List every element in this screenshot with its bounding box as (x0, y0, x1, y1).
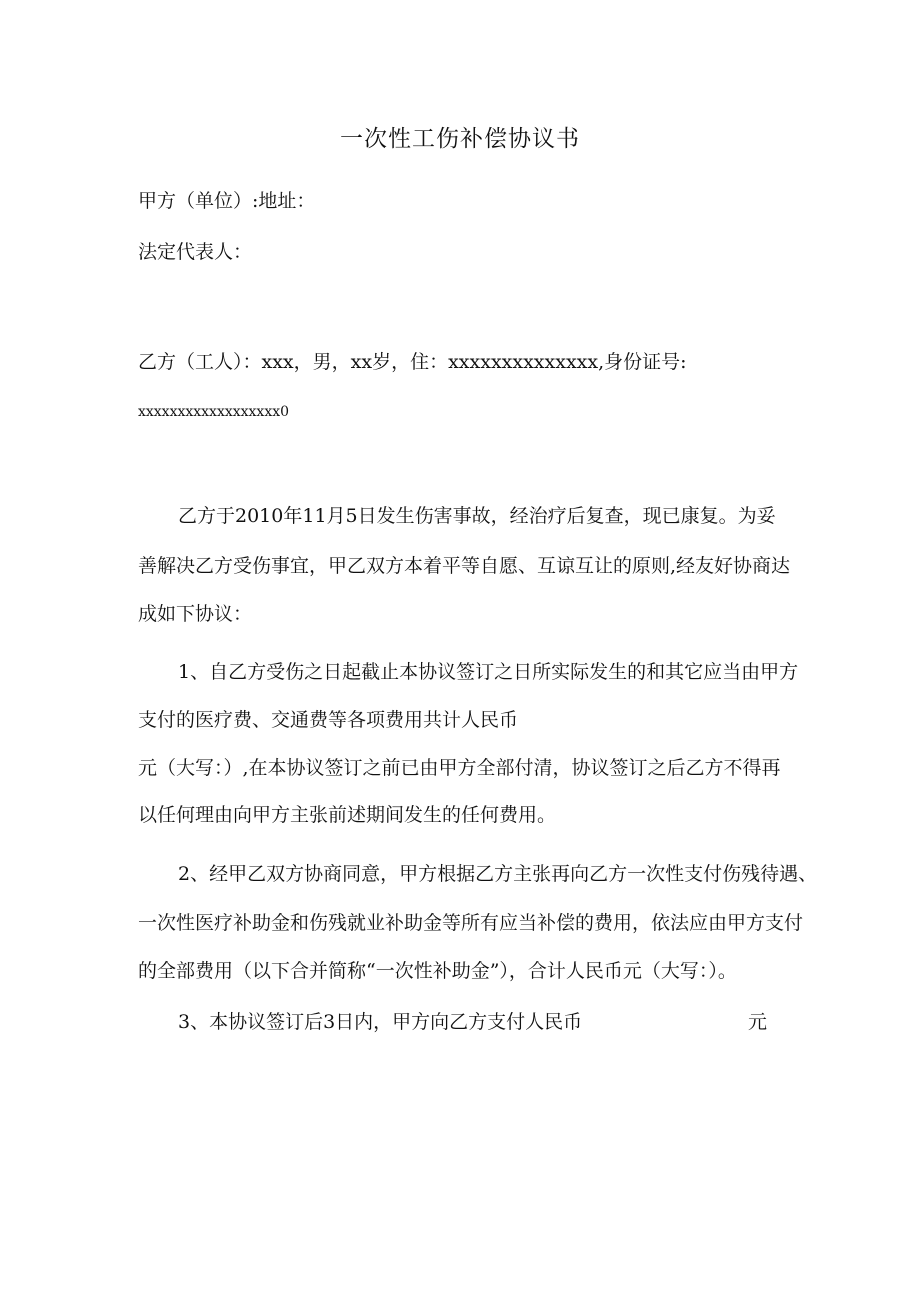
clause3-unit: 元 (748, 1011, 768, 1033)
clause3-text: 3、本协议签订后3日内，甲方向乙方支付人民币 (178, 1011, 583, 1033)
clause1-line-4: 以任何理由向甲方主张前述期间发生的任何费用。 (138, 804, 557, 826)
clause1-line-3: 元（大写：）,在本协议签订之前已由甲方全部付清，协议签订之后乙方不得再 (138, 757, 781, 779)
clause2-line-3: 的全部费用（以下合并简称“一次性补助金”），合计人民币元（大写：）。 (138, 960, 737, 982)
intro-line-2: 善解决乙方受伤事宜，甲乙双方本着平等自愿、互谅互让的原则,经友好协商达 (138, 555, 791, 577)
party-a-address: 甲方（单位）:地址： (138, 190, 316, 212)
clause2-line-1: 2、经甲乙双方协商同意，甲方根据乙方主张再向乙方一次性支付伤残待遇、 (178, 863, 818, 885)
party-a-representative: 法定代表人： (138, 241, 253, 263)
clause2-line-2: 一次性医疗补助金和伤残就业补助金等所有应当补偿的费用，依法应由甲方支付 (138, 912, 804, 934)
intro-line-1: 乙方于2010年11月5日发生伤害事故，经治疗后复查，现已康复。为妥 (178, 505, 776, 527)
party-b-id-number: xxxxxxxxxxxxxxxxxx0 (138, 404, 290, 420)
clause1-line-2: 支付的医疗费、交通费等各项费用共计人民币 (138, 709, 519, 731)
document-title: 一次性工伤补偿协议书 (340, 126, 580, 152)
clause1-line-1: 1、自乙方受伤之日起截止本协议签订之日所实际发生的和其它应当由甲方 (178, 661, 799, 683)
party-b-info: 乙方（工人）：xxx，男，xx岁，住：xxxxxxxxxxxxxx,身份证号: (138, 351, 687, 373)
intro-line-3: 成如下协议： (138, 603, 253, 625)
